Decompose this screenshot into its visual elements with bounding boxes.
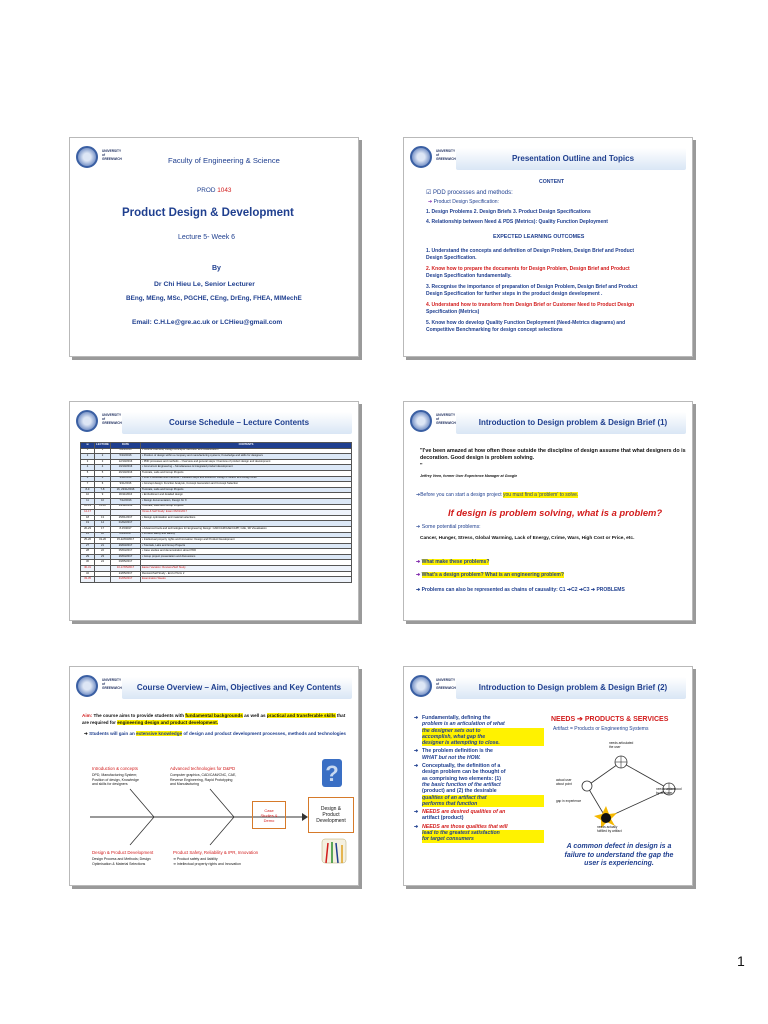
case-box-line: Studies &	[260, 812, 278, 818]
table-cell: 13	[95, 515, 111, 521]
logo-text-2: of	[436, 417, 440, 422]
aim-part: The course aims to provide students with	[93, 713, 186, 718]
table-cell: 19-20	[95, 538, 111, 544]
qfd-line: 4. Relationship between Need & PDS (Metrics): Quality Function Deployment	[426, 219, 608, 225]
university-seal-icon	[76, 146, 98, 168]
table-cell: 2	[81, 454, 95, 460]
arrow-icon: ➔	[84, 731, 90, 736]
chains-line	[416, 587, 625, 593]
table-cell: 27	[81, 543, 95, 549]
defect-line: A common defect in design is a	[566, 843, 672, 850]
table-cell: 18	[95, 532, 111, 538]
table-cell: 11	[81, 498, 95, 504]
topics-line: 1. Design Problems 2. Design Briefs 3. Product Design Specifications	[426, 209, 591, 215]
outcomes-heading: EXPECTED LEARNING OUTCOMES	[493, 234, 585, 240]
table-cell: 19	[81, 521, 95, 527]
course-code-prefix: PROD	[197, 187, 218, 194]
case-box-line: Case	[264, 807, 274, 813]
bullet-line: NEEDS are desired qualities of an	[422, 809, 506, 816]
table-cell: 30/11/2016	[111, 493, 141, 499]
logo-text-1: UNIVERSITY	[436, 413, 456, 417]
dpd-box-line: Design &	[320, 806, 342, 812]
bullet-line: as comprising two elements: (1)	[422, 775, 501, 782]
logo-text-1: UNIVERSITY	[102, 413, 122, 417]
arrow-icon: ➔	[414, 748, 419, 755]
arrow-icon: ➔	[416, 492, 421, 498]
adv-text-1: Computer graphics, CAD/CAM/CNC, CAE,	[170, 773, 237, 777]
before-line-text: Before you can start a design project	[420, 492, 504, 498]
table-cell: Tutorials, Labs and Group Projects	[141, 504, 352, 510]
dpd-title: Design & Product Development	[92, 850, 154, 855]
pdd-line-text: PDD processes and methods:	[433, 190, 513, 196]
before-line	[416, 492, 578, 498]
table-cell: 7/12/2016	[111, 498, 141, 504]
arrow-icon: ➔	[416, 587, 422, 593]
column-header: DATE	[111, 443, 141, 449]
pds-line	[428, 199, 499, 205]
logo-text-2: of	[436, 682, 440, 687]
diagram-label-line: by designer	[656, 791, 673, 795]
logo-text-1: UNIVERSITY	[436, 678, 456, 682]
logo-text-1: UNIVERSITY	[436, 149, 456, 153]
table-cell: Xmas & Self Study: Exam 06/01/2017	[141, 510, 352, 516]
table-cell: 4	[81, 465, 95, 471]
label-actual-user	[556, 778, 572, 786]
aim-highlight: practical and transferable skills	[266, 713, 336, 718]
logo-text-3: GREENWICH	[102, 421, 122, 426]
slide-title-text: Presentation Outline and Topics	[511, 154, 635, 163]
logo-text-2: of	[102, 153, 106, 158]
table-cell: 24	[95, 560, 111, 566]
diagram-label-line: the user	[609, 745, 621, 749]
table-cell: 26/10/2016	[111, 470, 141, 476]
slide-title-text: Introduction to Design problem & Design Brief (2)	[478, 683, 668, 692]
svg-text:?: ?	[325, 761, 339, 786]
adv-title: Advanced technologies for D&PD	[170, 766, 236, 771]
table-cell: 17	[95, 526, 111, 532]
table-cell: 25/01/2017	[111, 515, 141, 521]
label-needs-articulated	[609, 741, 633, 749]
safety-title: Product Safety, Reliability & IPR, Innovation	[173, 850, 259, 855]
table-cell: 11-12	[95, 504, 111, 510]
bullet-2	[414, 748, 544, 761]
table-cell: Easter Vacation: Revision/Self Study	[141, 566, 352, 572]
table-cell: 5	[81, 470, 95, 476]
content-heading: CONTENT	[539, 179, 565, 185]
outcome-line: 2. Know how to prepare the documents for Design Problem, Design Brief and Product	[426, 266, 630, 272]
bullet-line: design problem can be thought of	[422, 769, 506, 776]
dpd-box-line: Product	[322, 812, 340, 818]
bullet-line: accomplish, what gap the	[422, 734, 544, 740]
table-cell: 5	[95, 470, 111, 476]
column-header: CONTENTS	[141, 443, 352, 449]
aim-part: as well as	[242, 713, 267, 718]
table-cell: Examination Weeks	[141, 577, 352, 583]
arrow-icon: ➔	[414, 809, 419, 816]
question-1-text: What make these problems?	[421, 559, 490, 565]
fulfilled-point	[601, 813, 611, 823]
outcome-line: 4. Understand how to transform from Design Brief or Customer Need to Product Design	[426, 302, 635, 308]
label-needs-fulfilled	[597, 825, 622, 833]
course-code	[197, 187, 231, 194]
bullet-line: the basic function of the artifact	[422, 781, 501, 788]
table-cell: Tutorials, Labs and Group Projects	[141, 470, 352, 476]
students-part: of design and product development processes, methods and technologies	[182, 731, 346, 736]
slide-outline	[403, 137, 693, 357]
table-cell: 12-13	[81, 504, 95, 510]
faculty-title: Faculty of Engineering & Science	[168, 156, 280, 165]
label-needs-understood	[656, 787, 682, 795]
bullet-line: NEEDS are those qualities that will	[422, 823, 508, 830]
table-cell: Tutorials, Labs and Group Projects	[141, 487, 352, 493]
table-cell: 19/10/2016	[111, 465, 141, 471]
table-cell: 25-26	[81, 538, 95, 544]
table-cell: 29	[81, 554, 95, 560]
university-seal-icon	[410, 146, 432, 168]
artifact-label: Artifact = Products or Engineering Systems	[553, 726, 649, 732]
pdd-line	[426, 189, 513, 196]
aim-highlight: engineering design and product development.	[117, 719, 219, 725]
table-cell: 16, 23/11/2016	[111, 487, 141, 493]
aim-label: Aim:	[82, 713, 93, 718]
logo-text-2: of	[436, 153, 440, 158]
question-1	[416, 559, 489, 565]
logo-text-2: of	[102, 682, 106, 687]
slide-title-text: Course Schedule – Lecture Contents	[168, 418, 310, 427]
table-cell: 9/11/2016	[111, 482, 141, 488]
table-cell: 6	[95, 476, 111, 482]
diagram-label-line: needs articulated	[609, 741, 634, 745]
outcome-line: Design Specification fundamentally.	[426, 273, 512, 279]
schedule-table	[80, 442, 352, 583]
dpd-text-1: Design Process and Methods; Design	[92, 857, 151, 861]
arrow-icon: ➔	[414, 823, 419, 830]
author-degrees: BEng, MEng, MSc, PGCHE, CEng, DrEng, FHEA, MIMechE	[126, 295, 302, 302]
table-cell: 29/03/2017	[111, 543, 141, 549]
problems-list: Cancer, Hunger, Stress, Global Warming, Lack of Energy, Crime, Wars, High Cost or Price, etc.	[420, 536, 635, 541]
page-number: 1	[737, 953, 745, 969]
author-name: Dr Chi Hieu Le, Senior Lecturer	[154, 281, 255, 288]
table-cell: 1	[81, 448, 95, 454]
table-cell: 10	[81, 493, 95, 499]
logo-text-1: UNIVERSITY	[102, 678, 122, 682]
table-cell: 33-35	[81, 577, 95, 583]
slide-design-problem-2	[403, 666, 693, 886]
table-cell: • Group project presentation and discussions	[141, 554, 352, 560]
table-cell: 9	[95, 493, 111, 499]
logo-text-3: GREENWICH	[102, 157, 122, 162]
table-cell: 5/10/2016	[111, 454, 141, 460]
table-cell: 2/11/2016	[111, 476, 141, 482]
diagram-label-line: needs actually	[597, 825, 618, 829]
intro-text-3: and skills for designers	[92, 782, 128, 786]
table-cell: 4	[95, 465, 111, 471]
outcome-line: 3. Recognise the importance of preparation of Design Problem, Design Brief and Product	[426, 284, 638, 290]
aim-part: that are required for	[82, 713, 346, 725]
bullet-1	[414, 715, 544, 746]
table-cell: 3	[81, 459, 95, 465]
table-cell: • Product safety and liability	[141, 532, 352, 538]
table-cell: 10-17/05/2017	[111, 566, 141, 572]
diagram-label-line: fulfilled by artifact	[597, 829, 622, 833]
students-part: Students will gain an	[89, 731, 137, 736]
outcome-line: 1. Understand the concepts and definition of Design Problem, Design Brief and Product	[426, 248, 635, 254]
bullet-line: qualities of an artifact that	[422, 795, 544, 801]
table-cell: 3	[95, 459, 111, 465]
university-seal-icon	[76, 410, 98, 432]
table-cell: • Design documentation, Design for X	[141, 498, 352, 504]
question-2-text: What's a design problem? What is an engineering problem?	[421, 572, 564, 578]
table-cell: 30	[81, 560, 95, 566]
table-cell: 15-22/03/2017	[111, 538, 141, 544]
adv-text-3: and Manufacturing	[170, 782, 199, 786]
intro-text-2: Position of design, Knowledge	[92, 777, 139, 782]
table-cell: 18	[81, 515, 95, 521]
quote-text: "I've been amazed at how often those outside the discipline of design assume that what designers do is decoration. Good design is problem solving.	[420, 448, 686, 461]
big-question: If design is problem solving, what is a problem?	[448, 507, 663, 518]
table-cell: 2	[95, 454, 111, 460]
outcome-line: Competitive Benchmarking for design concept selections	[426, 327, 563, 333]
bullet-line: problem is an articulation of what	[422, 721, 505, 728]
slide-design-problem-1	[403, 401, 693, 621]
table-cell: 31/05/2017	[111, 577, 141, 583]
table-cell: 12/10/2016	[111, 459, 141, 465]
safety-text-2: ➔ Intellectual property rights and Innovation	[173, 861, 241, 866]
table-cell: • Intellectual property rights and Innovation: Design and Product Development	[141, 538, 352, 544]
outcome-line: Design Specification for further steps in the product design development .	[426, 291, 603, 297]
outcome-line: 5. Know how do develop Quality Function Deployment (Need-Metrics diagrams) and	[426, 320, 626, 326]
quote-end: "	[420, 463, 423, 469]
table-cell: • Concept design: Function Analysis, Concept Generation and Concept Selection	[141, 482, 352, 488]
potential-text: Some potential problems:	[421, 524, 481, 530]
bullet-line: The problem definition is the	[422, 748, 493, 755]
column-header: w	[81, 443, 95, 449]
table-cell: 21	[95, 543, 111, 549]
course-code-number: 1043	[217, 187, 232, 194]
table-cell: 14-17	[81, 510, 95, 516]
bullet-line: Conceptually, the definition of a	[422, 763, 501, 770]
university-seal-icon	[410, 675, 432, 697]
intro-title: Introduction & concepts	[92, 766, 138, 771]
arrow-icon: ➔	[414, 715, 419, 721]
logo-text-3: GREENWICH	[436, 421, 456, 426]
slide-title-text: Introduction to Design problem & Design Brief (1)	[478, 418, 668, 427]
table-cell: 24/05/2017	[111, 571, 141, 577]
diagram-label-line: actual user	[556, 778, 572, 782]
table-cell: 7	[81, 482, 95, 488]
lecture-label: Lecture 5- Week 6	[178, 234, 236, 241]
table-cell: 30-31	[81, 566, 95, 572]
logo-text-3: GREENWICH	[436, 686, 456, 691]
table-cell: • PDD Processes and methods – Detailed steps and solutions: Design Problem and Design Brief	[141, 476, 352, 482]
bullet-3	[414, 763, 544, 807]
bullet-line: for target consumers	[422, 836, 544, 842]
students-highlight: extensive knowledge	[136, 731, 183, 736]
diagram-label-line: about point	[556, 782, 572, 786]
arrow-icon: ➔	[416, 559, 422, 565]
table-cell: 8-15/2017	[111, 526, 141, 532]
table-cell: 20-23	[81, 526, 95, 532]
table-cell: • Case studies and demonstration about PDD	[141, 549, 352, 555]
safety-text-1: ➔ Product safety and liability	[173, 857, 218, 861]
outcome-line: Design Specification.	[426, 255, 477, 261]
table-cell: 32	[81, 571, 95, 577]
dpd-text-2: Optimisation & Material Selections	[92, 861, 146, 866]
defect-statement	[549, 843, 689, 869]
main-title: Product Design & Development	[122, 207, 294, 219]
table-cell: • Design optimisation and material selections	[141, 515, 352, 521]
quote-attribution: Jeffrey Veen, former User Experience Manager at Google	[420, 474, 518, 478]
left-column	[414, 715, 544, 843]
dpd-box	[308, 797, 354, 833]
table-cell: 14	[95, 521, 111, 527]
bullet-line: lead to the greatest satisfaction	[422, 830, 544, 836]
logo-text-3: GREENWICH	[102, 686, 122, 691]
table-cell: 28	[81, 549, 95, 555]
university-seal-icon	[410, 410, 432, 432]
checkbox-icon: ☑	[426, 190, 434, 196]
table-cell: • Advanced tools and technologies for Engineering Design: CAD/CAM/CAE/CAPP, CAE, 3D Visualisation	[141, 526, 352, 532]
logo-text-2: of	[102, 417, 106, 422]
pds-line-text: Product Design Specification:	[433, 199, 499, 205]
by-label: By	[212, 265, 221, 272]
bullet-5	[414, 824, 544, 843]
slide-schedule	[69, 401, 359, 621]
bullet-line: performs that function	[422, 801, 544, 807]
aim-highlight: fundamental backgrounds	[185, 713, 243, 718]
diagram-label-line: needs understood	[656, 787, 682, 791]
slide-course-overview	[69, 666, 359, 886]
table-cell: 03/05/2017	[111, 560, 141, 566]
slide-title	[69, 137, 359, 357]
case-box-line: Demo	[263, 817, 275, 823]
bullet-line: designer is attempting to close.	[422, 740, 544, 746]
table-cell: 22	[95, 549, 111, 555]
table-cell: 6	[81, 476, 95, 482]
university-logo	[76, 146, 136, 172]
bullet-line: the designer sets out to	[422, 728, 544, 734]
table-cell: 28/9/2016	[111, 448, 141, 454]
table-cell: • Concurrent Engineering – Simultaneous & Integrated product development	[141, 465, 352, 471]
dpd-box-line: Development	[316, 818, 346, 824]
arrow-icon: ➔	[414, 763, 419, 770]
before-line-highlight: you must find a 'problem' to solve.	[503, 492, 579, 498]
defect-line: failure to understand the gap the	[564, 851, 674, 859]
table-cell: 24	[81, 532, 95, 538]
table-cell: 14/12/2016	[111, 504, 141, 510]
label-gap: gap in experience	[556, 799, 582, 803]
table-cell: 01/02/2017	[111, 521, 141, 527]
chains-text: Problems can also be represented as chains of causality: C1 ➔C2 ➔C3 ➔ PROBLEMS	[421, 587, 625, 593]
potential-line	[416, 524, 481, 530]
case-studies-box	[252, 801, 286, 829]
arrow-icon: ➔	[428, 199, 434, 205]
arrow-icon: ➔	[416, 572, 422, 578]
logo-text-3: GREENWICH	[436, 157, 456, 162]
logo-text-1: UNIVERSITY	[102, 149, 122, 153]
table-cell: 1	[95, 448, 111, 454]
table-cell: 7-8	[95, 487, 111, 493]
column-header: LECTURE	[95, 443, 111, 449]
outcome-line: Specification (Metrics)	[426, 309, 480, 315]
table-cell: 23	[95, 554, 111, 560]
table-cell: Revision/Self Study - End of Term 2	[141, 571, 352, 577]
slide-title-text: Course Overview – Aim, Objectives and Key Contents	[136, 683, 342, 692]
arrow-icon: ➔	[416, 524, 422, 530]
table-cell: • Position of design within a company and manufacturing systems; Knowledge and skills for designers	[141, 454, 352, 460]
bullet-line: WHAT but not the HOW.	[422, 754, 481, 761]
bullet-line: (product) and (2) the desirable	[422, 788, 497, 795]
table-cell: • PDD processes and methods – Overview and general steps: Overview of product design and development	[141, 459, 352, 465]
bullet-line: artifact (product)	[422, 815, 464, 822]
table-row	[81, 577, 352, 583]
table-cell: • Tutorials, Labs and Group Projects	[141, 543, 352, 549]
question-2	[416, 572, 564, 578]
table-cell: • Course overview, Design concepts: definition and classification	[141, 448, 352, 454]
table-cell	[95, 577, 111, 583]
table-cell: 26/04/2017	[111, 554, 141, 560]
intro-text-1: DPD, Manufacturing System;	[92, 773, 138, 777]
table-cell: 6	[95, 482, 111, 488]
table-cell: 10	[95, 498, 111, 504]
table-cell: 05/04/2017	[111, 549, 141, 555]
needs-heading: NEEDS ➔ PRODUCTS & SERVICES	[551, 716, 669, 723]
author-email[interactable]: Email: C.H.Le@gre.ac.uk or LCHieu@gmail.com	[132, 319, 283, 326]
bullet-4	[414, 809, 544, 822]
table-cell: 8/03/2017	[111, 532, 141, 538]
table-cell: • Embodiment and detailed design	[141, 493, 352, 499]
table-cell: 8-9	[81, 487, 95, 493]
adv-text-2: Reverse Engineering, Rapid Prototyping	[170, 777, 233, 782]
defect-line: user is experiencing.	[584, 860, 654, 868]
bullet-line: Fundamentally, defining the	[422, 715, 491, 721]
